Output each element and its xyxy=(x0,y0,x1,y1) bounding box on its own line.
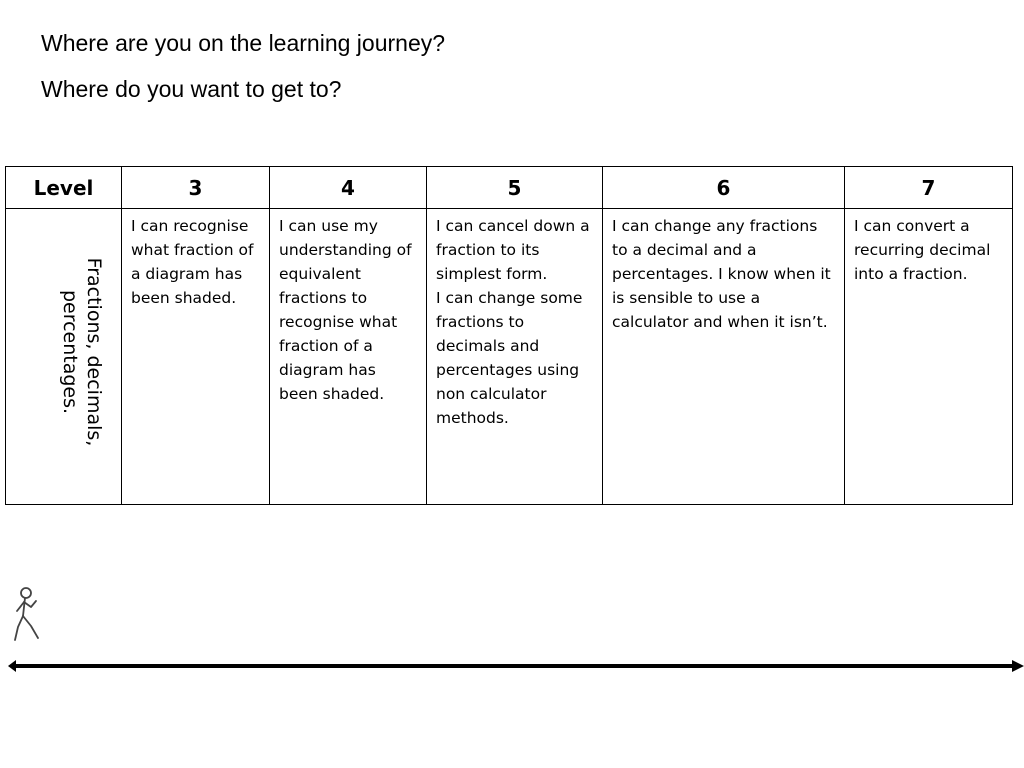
question-current-position: Where are you on the learning journey? xyxy=(41,30,446,56)
header-row xyxy=(6,167,1013,209)
header-level-label: Level xyxy=(6,167,122,209)
header-level-6: 6 xyxy=(603,167,845,209)
level-4-descriptor: I can use my understanding of equivalent fractions to recognise what fraction of a diagram has been shaded. xyxy=(279,217,412,403)
level-3-cell xyxy=(122,209,270,505)
level-3-descriptor: I can recognise what fraction of a diagram has been shaded. xyxy=(131,217,254,307)
topic-label: Fractions, decimals, percentages. xyxy=(59,257,105,447)
learning-journey-graphic xyxy=(0,580,1024,680)
header-level-7: 7 xyxy=(845,167,1013,209)
levels-table xyxy=(5,166,1013,505)
topic-cell xyxy=(6,209,122,505)
question-goal: Where do you want to get to? xyxy=(41,76,342,102)
level-6-descriptor: I can change any fractions to a decimal and a percentages. I know when it is sensible to use a calculator and when it isn’t. xyxy=(612,217,831,331)
level-5-descriptor: I can cancel down a fraction to its simplest form. I can change some fractions to decimals and percentages using non calculator methods. xyxy=(436,217,590,427)
header-level-5: 5 xyxy=(427,167,603,209)
level-6-cell xyxy=(603,209,845,505)
level-4-cell xyxy=(270,209,427,505)
level-7-descriptor: I can convert a recurring decimal into a fraction. xyxy=(854,217,991,283)
level-7-cell xyxy=(845,209,1013,505)
level-5-cell xyxy=(427,209,603,505)
table-row xyxy=(6,209,1013,505)
header-level-4: 4 xyxy=(270,167,427,209)
double-arrow-line xyxy=(8,660,1024,672)
header-level-3: 3 xyxy=(122,167,270,209)
walking-person-icon xyxy=(15,588,38,640)
